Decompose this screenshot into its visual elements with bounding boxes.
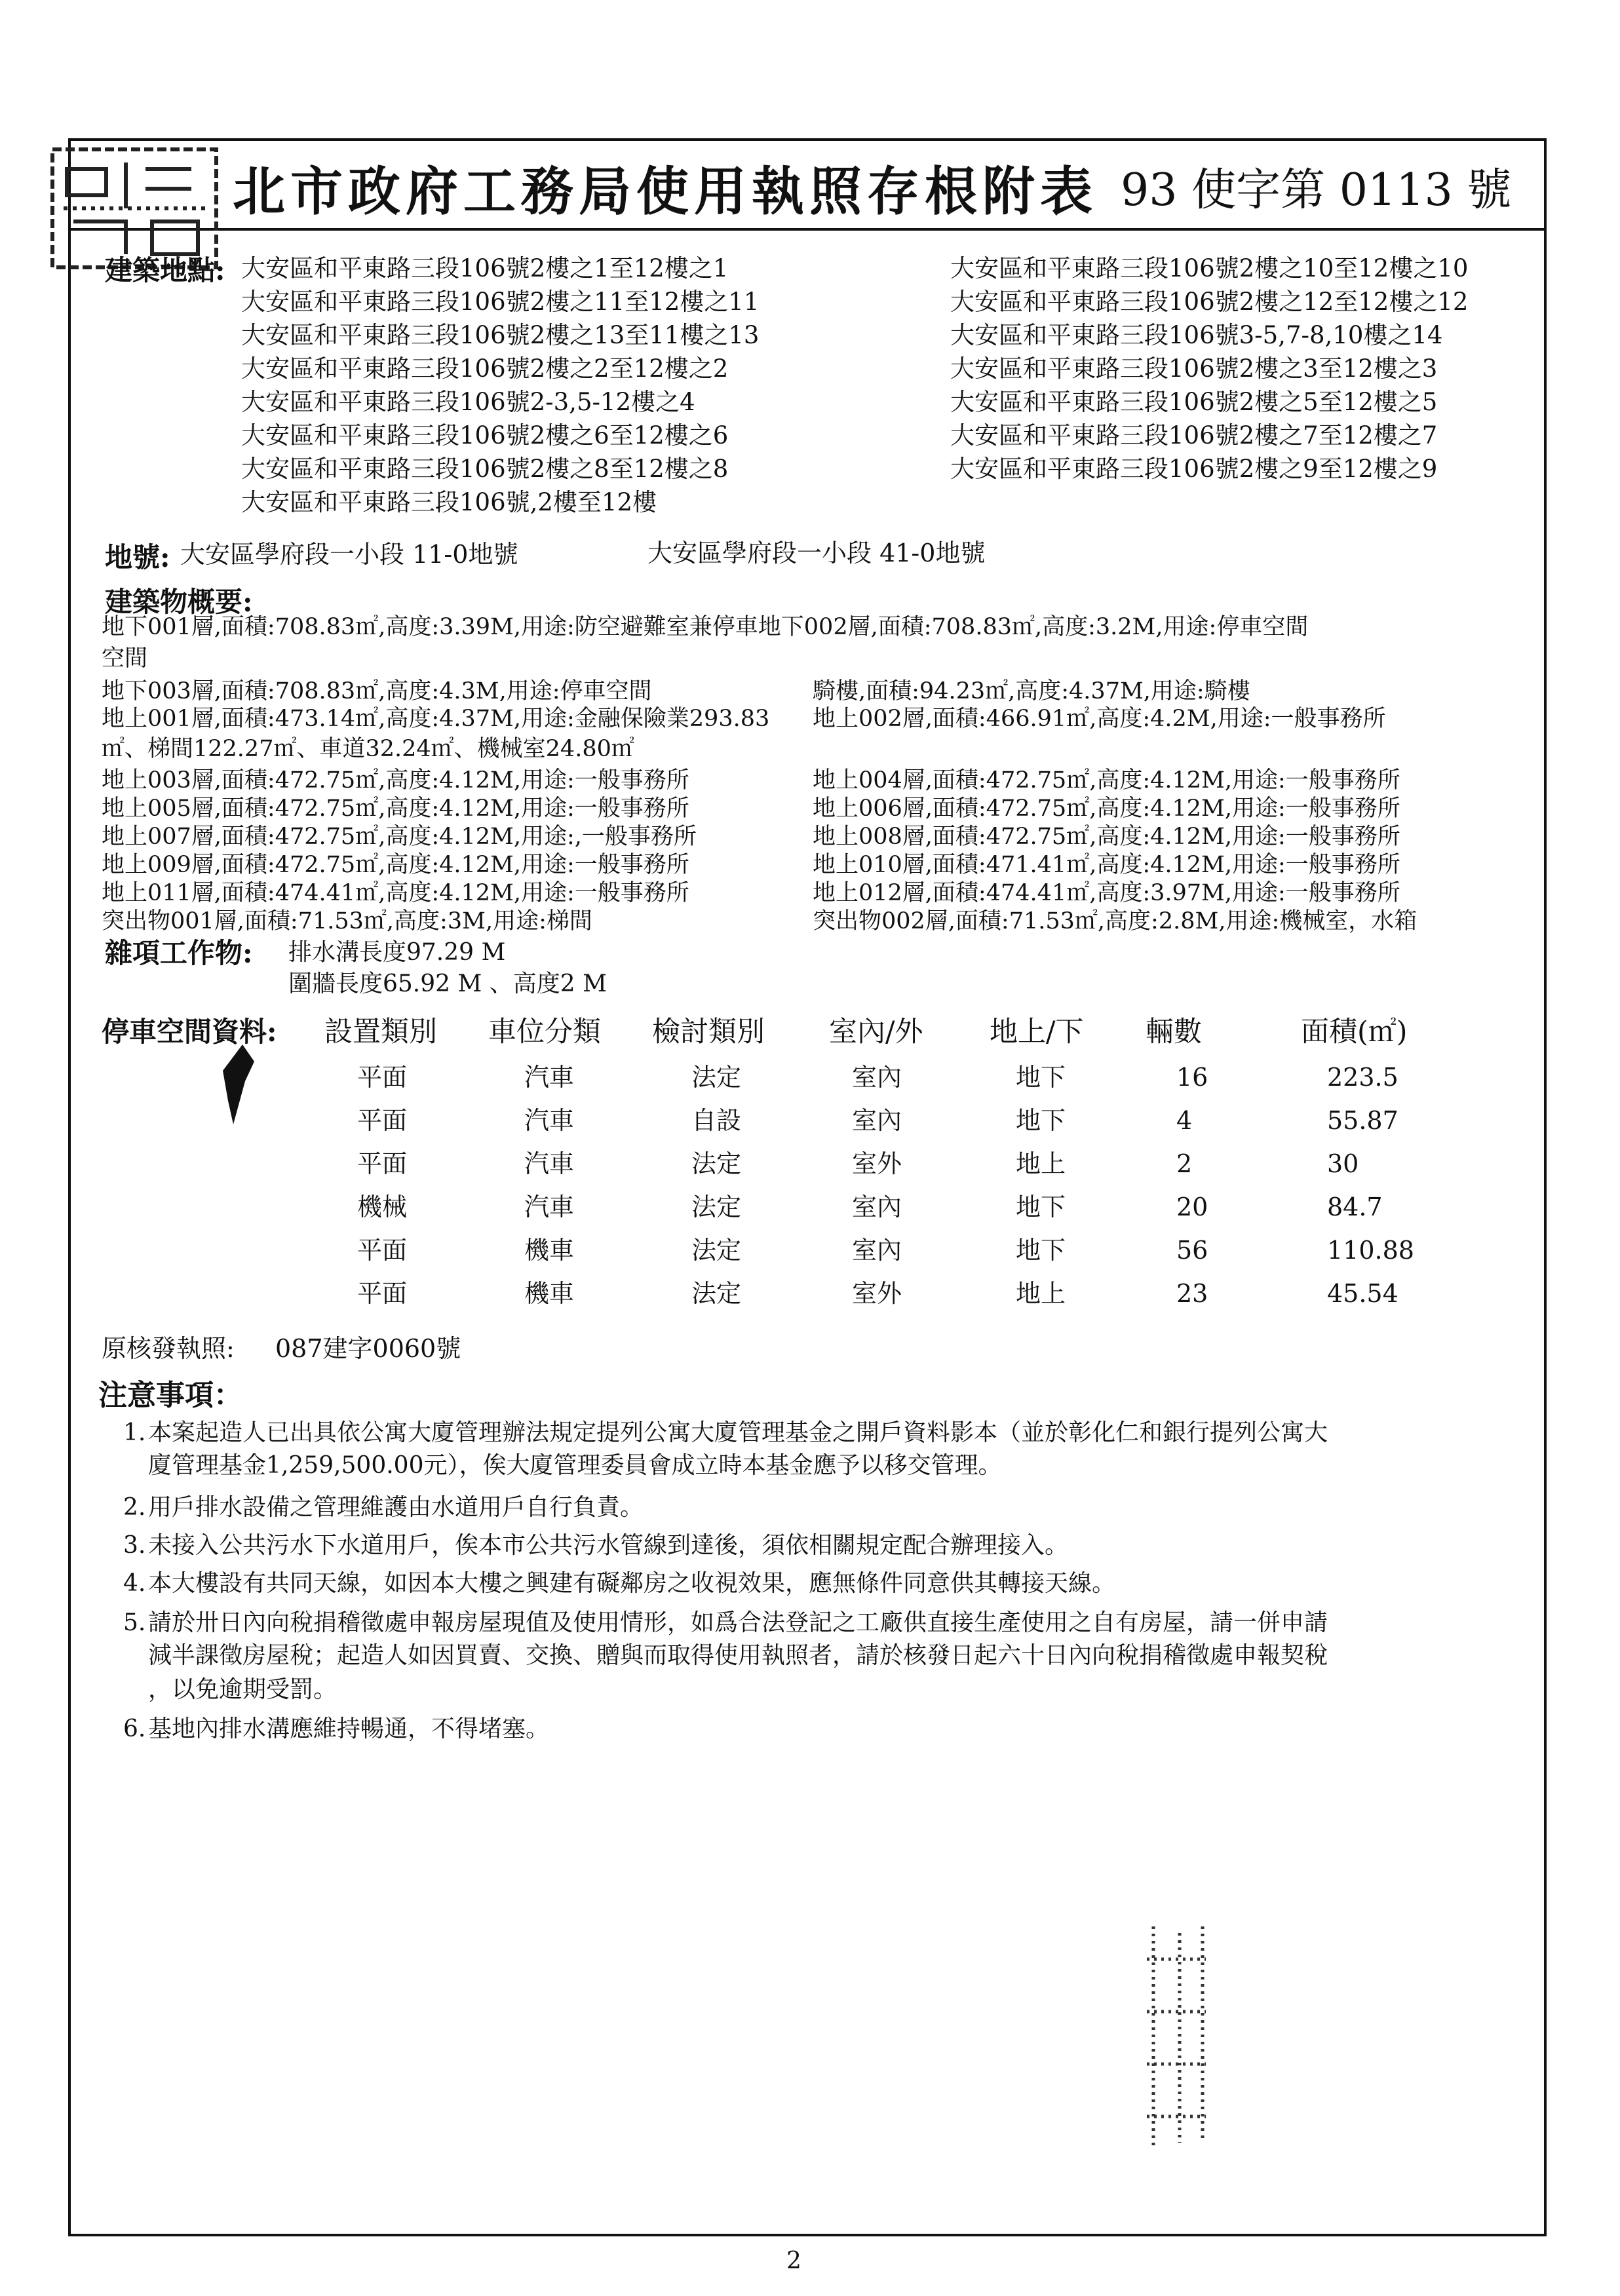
table-cell: 平面 [357,1149,408,1178]
floor-line: 地上009層,面積:472.75㎡,高度:4.12M,用途:一般事務所 [102,852,689,878]
parking-label: 停車空間資料: [102,1016,277,1048]
table-cell: 室內 [852,1063,902,1092]
lot-value: 大安區學府段一小段 41-0地號 [647,539,986,567]
site-address: 大安區和平東路三段106號,2樓至12樓 [241,488,657,516]
table-cell: 平面 [357,1106,408,1135]
table-cell: 110.88 [1327,1236,1414,1265]
site-address: 大安區和平東路三段106號2樓之13至11樓之13 [241,321,760,349]
table-cell: 平面 [357,1279,408,1308]
note-line [123,1607,1328,1639]
table-cell: 汽車 [524,1106,575,1135]
building-line: 空間 [102,645,148,672]
site-address: 大安區和平東路三段106號2樓之5至12樓之5 [950,388,1438,416]
table-cell: 45.54 [1327,1279,1398,1308]
table-cell: 56 [1176,1236,1208,1265]
note-line [123,1567,1115,1600]
building-line: 地下003層,面積:708.83㎡,高度:4.3M,用途:停車空間 [102,678,652,704]
note-line [123,1417,1328,1449]
building-line: 騎樓,面積:94.23㎡,高度:4.37M,用途:騎樓 [813,678,1250,704]
table-cell: 55.87 [1327,1106,1398,1135]
note-line [123,1491,644,1524]
original-permit-label: 原核發執照: [102,1334,235,1363]
table-cell: 機械 [357,1193,408,1221]
floor-line: 地上008層,面積:472.75㎡,高度:4.12M,用途:一般事務所 [813,824,1400,850]
floor-line: 地上003層,面積:472.75㎡,高度:4.12M,用途:一般事務所 [102,767,689,794]
notes-label: 注意事項： [98,1379,242,1412]
table-cell: 地上 [1016,1149,1066,1178]
floor-line: 突出物002層,面積:71.53㎡,高度:2.8M,用途:機械室，水箱 [813,908,1418,934]
table-cell: 機車 [524,1236,575,1265]
site-address: 大安區和平東路三段106號2樓之1至12樓之1 [241,254,729,282]
note-text: 減半課徵房屋稅；起造人如因買賣、交換、贈與而取得使用執照者，請於核發日起六十日內向稅捐稽徵處申報契稅 [148,1642,1328,1669]
note-text: ，以免逾期受罰。 [148,1676,338,1703]
table-cell: 2 [1176,1149,1193,1178]
building-line: 地上002層,面積:466.91㎡,高度:4.2M,用途:一般事務所 [813,706,1386,732]
site-address: 大安區和平東路三段106號2樓之7至12樓之7 [950,421,1438,450]
note-number: 5. [123,1609,146,1636]
note-text: 用戶排水設備之管理維護由水道用戶自行負責。 [148,1494,644,1521]
floor-line: 地上007層,面積:472.75㎡,高度:4.12M,用途:,一般事務所 [102,824,697,850]
note-text: 廈管理基金1,259,500.00元），俟大廈管理委員會成立時本基金應予以移交管理。 [148,1452,1002,1479]
table-cell: 室內 [852,1106,902,1135]
site-address: 大安區和平東路三段106號2樓之3至12樓之3 [950,354,1438,383]
table-cell: 地下 [1016,1106,1066,1135]
document-title: 北市政府工務局使用執照存根附表 [233,161,1098,222]
note-line [123,1674,337,1706]
note-number: 1. [123,1419,146,1446]
note-number: 3. [123,1532,146,1559]
note-number: 4. [123,1570,146,1597]
table-cell: 30 [1327,1149,1359,1178]
document-frame [68,138,1547,2236]
site-address: 大安區和平東路三段106號2樓之9至12樓之9 [950,455,1438,483]
parking-column-header: 地上/下 [990,1016,1084,1048]
note-number: 6. [123,1715,146,1742]
site-address: 大安區和平東路三段106號3-5,7-8,10樓之14 [950,321,1443,349]
table-cell: 法定 [691,1149,742,1178]
site-address: 大安區和平東路三段106號2樓之8至12樓之8 [241,455,729,483]
table-cell: 室內 [852,1193,902,1221]
note-text: 本大樓設有共同天線，如因本大樓之興建有礙鄰房之收視效果，應無條件同意供其轉接天線。 [148,1570,1116,1597]
page-number: 2 [786,2248,801,2274]
misc-works-label: 雜項工作物: [105,937,253,969]
building-line: 地上001層,面積:473.14㎡,高度:4.37M,用途:金融保險業293.83 [102,706,770,732]
table-cell: 16 [1176,1063,1208,1092]
table-cell: 地下 [1016,1193,1066,1221]
site-address: 大安區和平東路三段106號2-3,5-12樓之4 [241,388,695,416]
table-cell: 自設 [691,1106,742,1135]
floor-line: 地上005層,面積:472.75㎡,高度:4.12M,用途:一般事務所 [102,795,689,822]
table-cell: 4 [1176,1106,1193,1135]
note-text: 請於卅日內向稅捐稽徵處申報房屋現值及使用情形，如爲合法登記之工廠供直接生產使用之自有房屋，請一併申請 [148,1609,1328,1636]
faint-vertical-stamp [1140,1920,1219,2156]
table-cell: 法定 [691,1193,742,1221]
building-label: 建築物概要: [105,586,253,618]
floor-line: 地上006層,面積:472.75㎡,高度:4.12M,用途:一般事務所 [813,795,1400,822]
parking-column-header: 車位分類 [488,1016,601,1048]
site-address: 大安區和平東路三段106號2樓之11至12樓之11 [241,288,760,316]
site-address: 大安區和平東路三段106號2樓之6至12樓之6 [241,421,729,450]
table-cell: 機車 [524,1279,575,1308]
note-line [123,1713,549,1746]
table-cell: 223.5 [1327,1063,1398,1092]
table-cell: 室外 [852,1149,902,1178]
floor-line: 地上004層,面積:472.75㎡,高度:4.12M,用途:一般事務所 [813,767,1400,794]
parking-column-header: 檢討類別 [652,1016,765,1048]
permit-number: 93 使字第 0113 號 [1121,164,1512,216]
note-text: 本案起造人已出具依公寓大廈管理辦法規定提列公寓大廈管理基金之開戶資料影本（並於彰化仁和銀行提列公寓大 [148,1419,1328,1446]
building-line: 地下001層,面積:708.83㎡,高度:3.39M,用途:防空避難室兼停車地下002層,面積:708.83㎡,高度:3.2M,用途:停車空間 [102,614,1309,640]
note-line [123,1529,1068,1562]
table-cell: 法定 [691,1063,742,1092]
table-cell: 地下 [1016,1063,1066,1092]
table-cell: 23 [1176,1279,1208,1308]
misc-item: 圍牆長度65.92 M 、高度2 M [288,970,608,997]
table-cell: 汽車 [524,1149,575,1178]
floor-line: 地上011層,面積:474.41㎡,高度:4.12M,用途:一般事務所 [102,880,689,906]
table-cell: 室外 [852,1279,902,1308]
floor-line: 地上010層,面積:471.41㎡,高度:4.12M,用途:一般事務所 [813,852,1400,878]
note-number: 2. [123,1494,146,1521]
site-address: 大安區和平東路三段106號2樓之12至12樓之12 [950,288,1469,316]
note-line [123,1449,1001,1482]
table-cell: 84.7 [1327,1193,1383,1221]
table-cell: 平面 [357,1063,408,1092]
misc-item: 排水溝長度97.29 M [288,939,506,966]
floor-line: 地上012層,面積:474.41㎡,高度:3.97M,用途:一般事務所 [813,880,1400,906]
ink-blot-mark [216,1042,262,1127]
table-cell: 法定 [691,1279,742,1308]
site-label: 建築地點: [105,254,225,286]
table-cell: 地下 [1016,1236,1066,1265]
table-cell: 法定 [691,1236,742,1265]
table-cell: 汽車 [524,1193,575,1221]
note-text: 基地內排水溝應維持暢通，不得堵塞。 [148,1715,550,1742]
table-cell: 地上 [1016,1279,1066,1308]
note-text: 未接入公共污水下水道用戶，俟本市公共污水管線到達後，須依相關規定配合辦理接入。 [148,1532,1069,1559]
note-line [123,1639,1328,1672]
site-address: 大安區和平東路三段106號2樓之10至12樓之10 [950,254,1469,282]
original-permit-value: 087建字0060號 [275,1334,461,1363]
table-cell: 室內 [852,1236,902,1265]
building-line: ㎡、梯間122.27㎡、車道32.24㎡、機械室24.80㎡ [102,736,634,762]
parking-column-header: 設置類別 [324,1016,437,1048]
lot-value: 大安區學府段一小段 11-0地號 [180,540,518,569]
lot-label: 地號: [105,541,170,573]
parking-column-header: 室內/外 [829,1016,923,1048]
parking-column-header: 輛數 [1146,1016,1202,1048]
table-cell: 平面 [357,1236,408,1265]
site-address: 大安區和平東路三段106號2樓之2至12樓之2 [241,354,729,383]
parking-column-header: 面積(㎡) [1301,1016,1408,1048]
table-cell: 20 [1176,1193,1208,1221]
table-cell: 汽車 [524,1063,575,1092]
floor-line: 突出物001層,面積:71.53㎡,高度:3M,用途:梯間 [102,908,592,934]
header-rule [68,228,1547,231]
